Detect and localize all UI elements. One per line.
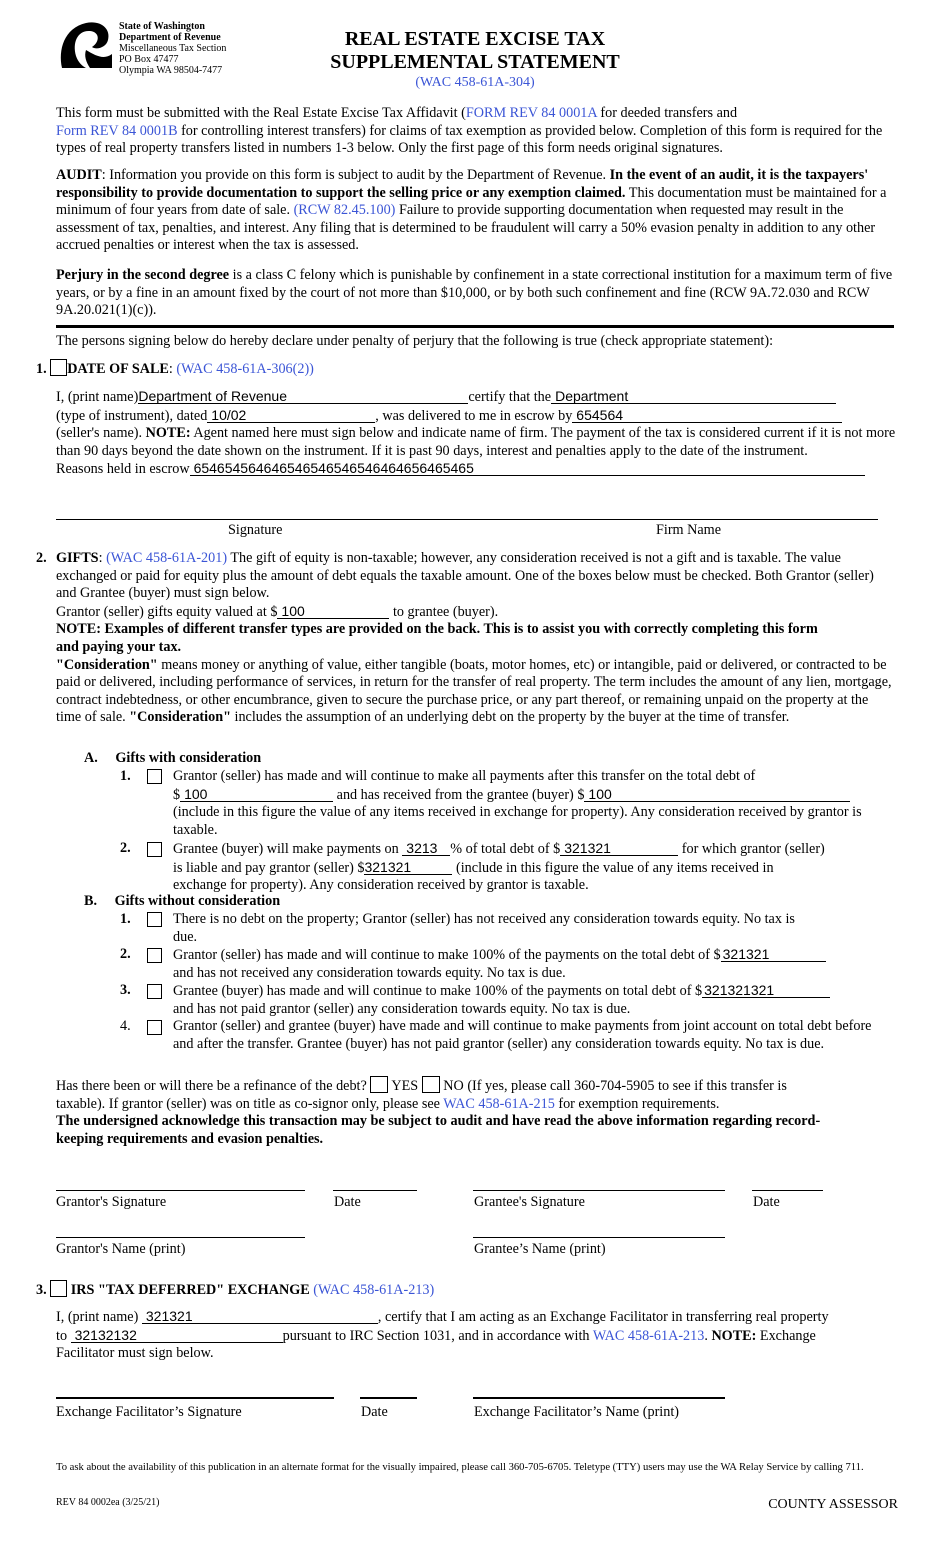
print-name-label: I, (print name) [56,389,139,405]
b3-text-b: and has not paid grantor (seller) any consideration towards equity. No tax is due. [173,1000,631,1017]
equity-label: Grantor (seller) gifts equity valued at $ [56,603,278,620]
declaration-text: The persons signing below do hereby declare under penalty of perjury that the following is true (check appropriate statement): [56,333,774,349]
a1-checkbox[interactable] [147,769,162,784]
signature-label: Signature [228,522,283,538]
form-id: REV 84 0002ea (3/25/21) [56,1497,160,1508]
dated-input[interactable]: 10/02 [207,407,375,423]
intro-paragraph [56,105,894,158]
b3-number: 3. [120,982,131,998]
s3-certify-text: , certify that I am acting as an Exchange Facilitator in transferring real property [377,1309,829,1325]
grantor-signature-label: Grantor's Signature [56,1194,167,1210]
section3-header [36,1280,434,1300]
a1-debt-input[interactable]: 100 [180,786,333,802]
escrow-by-input[interactable]: 654564 [572,407,842,423]
a2-number: 2. [120,840,131,856]
consideration-text: means money or anything of value, either tangible (boats, motor homes, etc) or intangible, paid or delivered, or contracted to be paid or delivered, including performance of services, in return for the transfer of real property. The term includes the amount of any lien, mortgage, contract indebtedness, or other encumbrance, given to secure the purchase price, or any part thereof, or remaining unpaid on the property at the time of sale. [56,656,892,726]
tax-deferred-exchange-checkbox[interactable] [50,1280,67,1297]
refinance-text-d: for exemption requirements. [554,1095,720,1112]
seller-name-label: (seller's name). [56,425,143,442]
section-a-title: Gifts with consideration [115,750,262,766]
reasons-input[interactable]: 654654564646546546546546464656465465 [190,460,865,476]
gifts-without-consideration-heading [84,893,280,911]
wac-215-link[interactable]: WAC 458-61A-215 [439,1095,555,1112]
form-0001b-link[interactable]: Form REV 84 0001B [56,122,178,139]
section2 [56,550,896,727]
section1-note-text: Agent named here must sign below and indicate name of firm. The payment of the tax is considered current if it is not more than 90 days beyond the date shown on the instrument. If it is past 90 days, interest and penalties apply to the date of the instrument. [56,425,896,459]
yes-label: YES [391,1078,419,1094]
consideration-text2: includes the assumption of an underlying debt on the property by the buyer at the time of transfer. [230,709,790,726]
s3-print-name-label: I, (print name) [56,1309,139,1325]
audit-text-b: This documentation must be maintained for a minimum of four years from date of sale. [56,184,887,219]
refinance-no-checkbox[interactable] [422,1076,440,1093]
date-of-sale-checkbox[interactable] [50,359,67,376]
grantee-name-label: Grantee’s Name (print) [474,1241,606,1257]
b2-text-b: and has not received any consideration towards equity. No tax is due. [173,964,566,981]
b2-text [173,946,883,982]
b4-number: 4. [120,1018,131,1034]
a1-text-c: (include in this figure the value of any items received in exchange for property). Any consideration received by grantor is taxable. [173,804,862,838]
section1-body [56,388,896,479]
a1-number: 1. [120,768,131,784]
section-b-letter: B. [84,893,98,909]
no-label: NO [443,1078,464,1094]
a2-debt-input[interactable]: 321321 [560,840,678,856]
section-divider [56,325,894,328]
b2-debt-input[interactable]: 321321 [721,946,826,962]
section3-number: 3. [36,1282,47,1298]
b4-checkbox[interactable] [147,1020,162,1035]
facilitator-name-label: Exchange Facilitator’s Name (print) [474,1404,679,1420]
s3-note-label: NOTE: [707,1327,757,1344]
a2-text-b: of total debt of $ [462,841,561,857]
b1-checkbox[interactable] [147,912,162,927]
s3-period: . [704,1327,708,1344]
consideration-label2: "Consideration" [125,709,231,726]
a2-percent-input[interactable]: 3213 [402,840,450,856]
equity-value-input[interactable]: 100 [277,603,389,619]
a2-text-a: Grantee (buyer) will make payments on [173,841,399,857]
grantor-date-line[interactable] [333,1190,417,1191]
a1-dollar: $ [173,786,181,803]
perjury-text: is a class C felony which is punishable by confinement in a state correctional institution for a maximum term of five years, or by a fine in an amount fixed by the court of not more than $10,000, or by both such confinement and fine (RCW 9A.72.030 and RCW 9A.20.021(1)(c)). [56,267,893,319]
grantee-date-line[interactable] [752,1190,823,1191]
intro-text-c: for controlling interest transfers) for claims of tax exemption as provided below. Completion of this form is required for the types of real property transfers listed in numbers 1-3 below. Only the first page of this form needs original signatures. [56,122,883,157]
agency-line1: State of Washington [119,21,205,32]
agency-address [119,21,226,76]
audit-text-c: Failure to provide supporting documentation when requested may result in the assessment of tax, penalties, and interest. Any filing that is determined to be fraudulent will carry a 50% evasion penalty in addition to any other accrued penalties or interest when the tax is assessed. [56,202,876,254]
section1-note-label: NOTE: [142,425,191,442]
section3-title: IRS "TAX DEFERRED" EXCHANGE [70,1282,310,1298]
title-wac-link[interactable]: (WAC 458-61A-304) [415,75,535,90]
b2-number: 2. [120,946,131,962]
a2-checkbox[interactable] [147,842,162,857]
facilitator-signature-line[interactable] [56,1397,334,1399]
section1-header [36,359,314,379]
a1-text-a: Grantor (seller) has made and will continue to make all payments after this transfer on the total debt of [173,768,756,784]
a2-pay-input[interactable]: 321321 [364,859,452,875]
a2-text-f: exchange for property). Any consideration received by grantor is taxable. [173,877,589,894]
s3-to-label: to [56,1327,68,1344]
refinance-yes-checkbox[interactable] [370,1076,388,1093]
audit-text-a: : Information you provide on this form is subject to audit by the Department of Revenue. [101,167,607,183]
perjury-paragraph [56,267,894,320]
grantee-signature-line[interactable] [473,1190,725,1191]
section-a-letter: A. [84,750,98,766]
s3-exchange-text: Exchange [756,1327,816,1344]
intro-text-b: for deeded transfers and [596,105,738,121]
agency-line5: Olympia WA 98504-7477 [119,65,223,76]
title-line2: SUPPLEMENTAL STATEMENT [330,51,620,73]
b3-text-a: Grantee (buyer) has made and will continue to make 100% of the payments on total debt of $ [173,983,703,999]
s3-print-name-input[interactable]: 321321 [142,1308,378,1324]
b3-checkbox[interactable] [147,984,162,999]
section2-wac-link[interactable]: (WAC 458-61A-201) [102,550,228,566]
intro-text-a: This form must be submitted with the Real Estate Excise Tax Affidavit ( [56,105,466,121]
b4-text: Grantor (seller) and grantee (buyer) have made and will continue to make payments from joint account on total debt before and after the transfer. Grantee (buyer) has not paid grantor (seller) any consideration towards equity. No tax is due. [173,1018,872,1052]
a2-percent-sign: % [450,841,463,857]
county-assessor-copy: COUNTY ASSESSOR [768,1497,898,1512]
section2-title: GIFTS [56,550,99,566]
firm-name-label: Firm Name [656,522,722,538]
b2-checkbox[interactable] [147,948,162,963]
rcw-link[interactable]: (RCW 82.45.100) [290,202,396,219]
audit-bold: In the event of an audit, it is the taxpayers' responsibility to provide documentation to support the selling price or any exemption claimed. [56,167,869,201]
print-name-input[interactable]: Department of Revenue [138,388,468,404]
section2-number: 2. [36,550,47,566]
section2-colon: : [98,550,103,566]
s3-facilitator-text: Facilitator must sign below. [56,1345,214,1362]
grantee-signature-label: Grantee's Signature [474,1194,585,1210]
audit-paragraph [56,167,894,255]
a1-text [173,768,873,839]
gifts-intro: The gift of equity is non-taxable; however, any consideration received is not a gift and is taxable. The value exchanged or paid for equity plus the amount of debt equals the taxable amount. One of the boxes below must be checked. Both Grantor (seller) and Grantee (buyer) must sign below. [56,550,874,602]
a1-text-b: and has received from the grantee (buyer) $ [333,786,585,803]
dated-label: (type of instrument), dated [56,407,208,424]
form-0001a-link[interactable]: FORM REV 84 0001A [465,105,597,121]
facilitator-signature-label: Exchange Facilitator’s Signature [56,1404,242,1420]
grantee-date-label: Date [753,1194,780,1210]
agency-line2: Department of Revenue [119,32,221,43]
section1-wac-link[interactable]: (WAC 458-61A-306(2)) [172,361,314,377]
instrument-type-input[interactable]: Department [551,388,836,404]
grantor-date-label: Date [334,1194,361,1210]
a1-received-input[interactable]: 100 [584,786,850,802]
equity-label-b: to grantee (buyer). [389,603,499,620]
s3-wac-213-link[interactable]: WAC 458-61A-213 [589,1327,705,1344]
consideration-label: "Consideration" [56,656,158,673]
b2-text-a: Grantor (seller) has made and will continue to make 100% of the payments on the total debt of $ [173,947,721,963]
section3-wac-link[interactable]: (WAC 458-61A-213) [309,1282,435,1298]
section1-colon: : [168,361,173,377]
gifts-with-consideration-heading [84,750,261,768]
section-b-title: Gifts without consideration [114,893,281,909]
signature-line[interactable] [56,519,878,520]
grantee-name-line[interactable] [473,1237,725,1238]
dor-logo [56,20,114,70]
section1-title: DATE OF SALE [67,361,169,377]
form-title [250,28,700,91]
b3-text [173,982,883,1018]
b1-text: There is no debt on the property; Grantor (seller) has not received any consideration towards equity. No tax is due. [173,911,795,945]
certify-label: certify that the [468,389,552,405]
refinance-question [56,1076,896,1148]
s3-to-input[interactable]: 32132132 [71,1327,283,1343]
escrow-by-label: , was delivered to me in escrow by [375,407,573,424]
audit-label: AUDIT [56,167,102,183]
grantor-name-line[interactable] [56,1237,305,1238]
transfer-types-note: NOTE: Examples of different transfer types are provided on the back. This is to assist you with correctly completing this form and paying your tax. [56,621,818,655]
reasons-label: Reasons held in escrow [56,461,190,478]
dor-logo-icon [56,20,114,70]
facilitator-name-line[interactable] [473,1397,725,1399]
agency-line4: PO Box 47477 [119,54,179,65]
section1-number: 1. [36,361,47,377]
refinance-text-c: taxable). If grantor (seller) was on title as co-signor only, please see [56,1095,440,1112]
acknowledgement: The undersigned acknowledge this transaction may be subject to audit and have read the above information regarding record-keeping requirements and evasion penalties. [56,1113,821,1147]
a2-text-d: is liable and pay grantor (seller) $ [173,859,365,876]
s3-pursuant-text: pursuant to IRC Section 1031, and in accordance with [282,1327,590,1344]
perjury-label: Perjury in the second degree [56,267,230,283]
grantor-signature-line[interactable] [56,1190,305,1191]
grantor-name-label: Grantor's Name (print) [56,1241,186,1257]
title-line1: REAL ESTATE EXCISE TAX [344,28,606,50]
facilitator-date-line[interactable] [360,1397,417,1399]
refinance-text-b: (If yes, please call 360-704-5905 to see if this transfer is [463,1078,787,1094]
b1-number: 1. [120,911,131,927]
refinance-label: Has there been or will there be a refinance of the debt? [56,1078,367,1094]
a2-text-e: (include in this figure the value of any items received in [452,859,774,876]
accessibility-note: To ask about the availability of this publication in an alternate format for the visually impaired, please call 360-705-6705. Teletype (TTY) users may use the WA Relay Service by calling 711. [56,1462,864,1473]
agency-line3: Miscellaneous Tax Section [119,43,227,54]
facilitator-date-label: Date [361,1404,388,1420]
a2-text [173,840,883,895]
b3-debt-input[interactable]: 321321321 [702,982,830,998]
a2-text-c: for which grantor (seller) [678,841,825,857]
section3-body [56,1308,896,1363]
